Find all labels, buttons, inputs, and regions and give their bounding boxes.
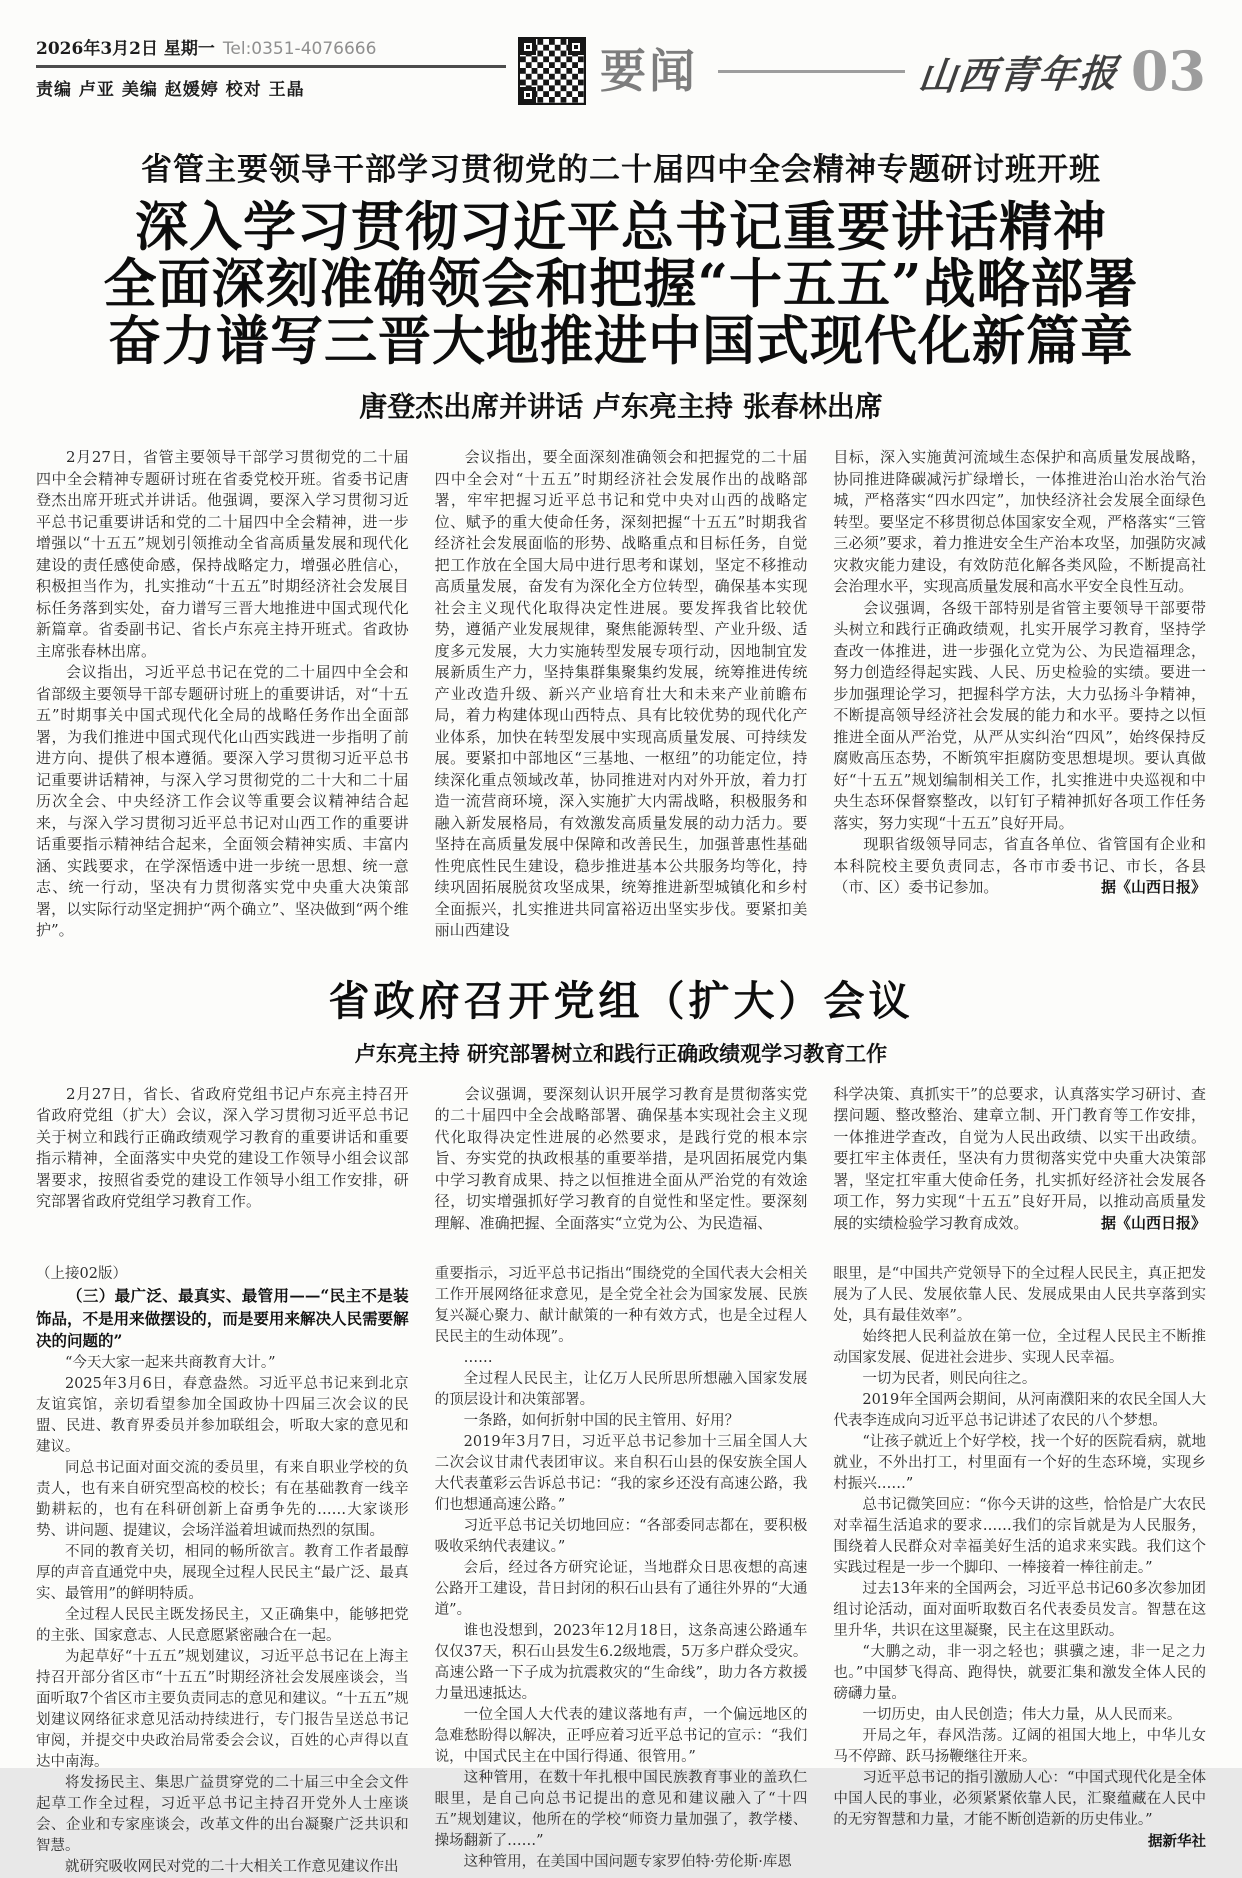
article-second-subtitle: 卢东亮主持 研究部署树立和践行正确政绩观学习教育工作 bbox=[354, 1040, 888, 1066]
paragraph: 会议强调，各级干部特别是省管主要领导干部要带头树立和践行正确政绩观，扎实开展学习教育，坚持学查改一体推进，进一步强化立党为公、为民造福理念，努力创造经得起实践、人民、历史检验的实绩。要进一步加强理论学习，把握科学方法，大力弘扬斗争精神，不断提高领导经济社会发展的能力和水平。要持之以恒推进全面从严治党，从严从实纠治“四风”，始终保持反腐败高压态势，不断筑牢拒腐防变思想堤坝。要认真做好“十五五”规划编制相关工作，扎实推进中央巡视和中央生态环保督察整改，以钉钉子精神抓好各项工作任务落实，努力实现“十五五”良好开局。 bbox=[833, 598, 1207, 832]
paragraph: 重要指示，习近平总书记指出“围绕党的全国代表大会相关工作开展网络征求意见，是全党全社会为国家发展、民族复兴凝心聚力、献计献策的一种有效方式，也是全过程人民民主的生动体现”。 bbox=[434, 1266, 808, 1345]
paragraph: 一切历史，由人民创造；伟大力量，从人民而来。 bbox=[862, 1707, 1182, 1723]
page-header bbox=[36, 34, 1206, 108]
article-main bbox=[36, 144, 1206, 942]
paragraph: 现职省级领导同志，省直各单位、省管国有企业和本科院校主要负责同志，各市市委书记、市长，各县（市、区）委书记参加。 据《山西日报》 bbox=[833, 834, 1206, 899]
paragraph: 目标，深入实施黄河流域生态保护和高质量发展战略，协同推进降碳减污扩绿增长，一体推进治山治水治气治城，严格落实“四水四定”，加快经济社会发展全面绿色转型。要坚定不移贯彻总体国家安全观，严格落实“三管三必须”要求，着力推进安全生产治本攻坚，加强防灾减灾救灾能力建设，有效防范化解各类风险，不断提高社会治理水平，实现高质量发展和高水平安全良性互动。 bbox=[833, 448, 1207, 595]
paragraph: 会议强调，要深刻认识开展学习教育是贯彻落实党的二十届四中全会战略部署、确保基本实现社会主义现代化取得决定性进展的必然要求，是践行党的根本宗旨、夯实党的执政根基的重要举措，是巩固拓展党内集中学习教育成果、持之以恒推进全面从严治党的有效途径，切实增强抓好学习教育的自觉性和坚定性。要深刻理解、准确把握、全面落实“立党为公、为民造福、 bbox=[434, 1084, 808, 1232]
article-kicker: 省管主要领导干部学习贯彻党的二十届四中全会精神专题研讨班开班 bbox=[141, 152, 1101, 188]
paragraph: 眼里，是“中国共产党领导下的全过程人民民主，真正把发展为了人民、发展依靠人民、发展成果由人民共享落到实处，具有最佳效率”。 bbox=[833, 1266, 1207, 1324]
paragraph: “大鹏之动，非一羽之轻也；骐骥之速，非一足之力也。”中国梦飞得高、跑得快，就要汇集和激发全体人民的磅礴力量。 bbox=[833, 1644, 1207, 1702]
paragraph: 2025年3月6日，春意盎然。习近平总书记来到北京友谊宾馆，亲切看望参加全国政协十四届三次会议的民盟、民进、教育界委员并参加联组会，听取大家的意见和建议。 bbox=[36, 1375, 409, 1455]
date-row bbox=[36, 34, 506, 59]
paragraph: 据新华社 bbox=[1148, 1833, 1207, 1850]
paragraph: 科学决策、真抓实干”的总要求，认真落实学习研讨、查摆问题、整改整治、建章立制、开门教育等工作安排，一体推进学查改，自觉为人民出政绩、以实干出政绩。要扛牢主体责任，坚决有力贯彻落实党中央重大决策部署，坚定扛牢重大使命任务，扎实抓好经济社会发展各项工作，努力实现“十五五”良好开局，以推动高质量发展的实绩检验学习教育成效。 据《山西日报》 bbox=[833, 1084, 1206, 1235]
paragraph: 2019年3月7日，习近平总书记参加十三届全国人大二次会议甘肃代表团审议。来自积石山县的保安族全国人大代表董彩云告诉总书记：“我的家乡还没有高速公路，我们也想通高速公路。” bbox=[434, 1434, 808, 1513]
paragraph: 习近平总书记的指引激励人心：“中国式现代化是全体中国人民的事业，必须紧紧依靠人民，汇聚蕴藏在人民中的无穷智慧和力量，才能不断创造新的历史伟业。” bbox=[833, 1770, 1207, 1828]
headline-line-3: 奋力谱写三晋大地推进中国式现代化新篇章 bbox=[108, 310, 1134, 372]
main-headline bbox=[36, 196, 1206, 372]
section-title: 要闻 bbox=[600, 44, 698, 98]
paragraph: 总书记微笑回应：“你今天讲的这些，恰恰是广大农民对幸福生活追求的要求……我们的宗旨就是为人民服务，围绕着人民群众对幸福美好生活的追求来实践。我们这个实践过程是一步一个脚印、一棒接着一棒往前走。” bbox=[833, 1497, 1207, 1576]
article-second bbox=[36, 968, 1206, 1235]
article-continued-column-2 bbox=[435, 1264, 808, 1878]
paragraph: “今天大家一起来共商教育大计。” bbox=[65, 1354, 276, 1371]
phone-number: Tel:0351-4076666 bbox=[222, 39, 377, 59]
paragraph: 一条路，如何折射中国的民主管用、好用？ bbox=[463, 1413, 740, 1429]
editors-line: 责编 卢亚 美编 赵媛婷 校对 王晶 bbox=[36, 80, 305, 100]
paragraph: 2019年全国两会期间，从河南濮阳来的农民全国人大代表李连成向习近平总书记讲述了农民的八个梦想。 bbox=[833, 1392, 1207, 1429]
article-second-title: 省政府召开党组（扩大）会议 bbox=[328, 976, 914, 1025]
paragraph: 将发扬民主、集思广益贯穿党的二十届三中全会文件起草工作全过程，习近平总书记主持召开党外人士座谈会、企业和专家座谈会，改革文件的出台凝聚广泛共识和智慧。 bbox=[36, 1774, 409, 1854]
paragraph: 这种管用，在数十年扎根中国民族教育事业的盖玖仁眼里，是自己向总书记提出的意见和建议融入了“十四五”规划建议，他所在的学校“师资力量加强了，教学楼、操场翻新了……” bbox=[434, 1770, 808, 1849]
article-continued bbox=[36, 1264, 1206, 1878]
paragraph: 2月27日，省长、省政府党组书记卢东亮主持召开省政府党组（扩大）会议，深入学习贯彻习近平总书记关于树立和践行正确政绩观学习教育的重要讲话和重要指示精神，全面落实中央党的建设工作领导小组会议部署要求，按照省委党的建设工作领导小组工作安排，研究部署省政府党组学习教育工作。 bbox=[36, 1084, 409, 1210]
paragraph: 谁也没想到，2023年12月18日，这条高速公路通车仅仅37天，积石山县发生6.2级地震，5万多户群众受灾。高速公路一下子成为抗震救灾的“生命线”，助力各方救援力量迅速抵达。 bbox=[434, 1623, 808, 1702]
headline-line-2: 全面深刻准确领会和把握“十五五”战略部署 bbox=[103, 253, 1139, 315]
article-continued-column-1 bbox=[36, 1264, 409, 1878]
paragraph: 会议指出，习近平总书记在党的二十届四中全会和省部级主要领导干部专题研讨班上的重要讲话，对“十五五”时期事关中国式现代化全局的战略任务作出全面部署，为我们推进中国式现代化山西实践进一步指明了前进方向、提供了根本遵循。要深入学习贯彻习近平总书记重要讲话精神，与深入学习贯彻党的二十大和二十届历次全会、中央经济工作会议等重要会议精神结合起来，与深入学习贯彻习近平总书记对山西工作的重要讲话重要指示精神结合起来，全面领会精神实质、丰富内涵、实践要求，在学深悟透中进一步统一思想、统一意志、统一行动，坚决有力贯彻落实党中央重大决策部署，以实际行动坚定拥护“两个确立”、坚决做到“两个维护”。 bbox=[36, 663, 409, 939]
article-main-body bbox=[36, 447, 1206, 942]
paragraph: 不同的教育关切，相同的畅所欲言。教育工作者最醇厚的声音直通党中央，展现全过程人民民主“最广泛、最真实、最管用”的鲜明特质。 bbox=[36, 1543, 409, 1602]
header-divider bbox=[36, 65, 506, 68]
article-continued-body bbox=[36, 1264, 1206, 1878]
article-main-column-1 bbox=[36, 447, 409, 942]
article-main-column-3 bbox=[833, 447, 1206, 942]
paragraph: 始终把人民利益放在第一位，全过程人民民主不断推动国家发展、促进社会进步、实现人民幸福。 bbox=[833, 1329, 1207, 1366]
paragraph: 这种管用，在美国中国问题专家罗伯特·劳伦斯·库恩 bbox=[463, 1854, 792, 1870]
paragraph: 全过程人民民主既发扬民主，又正确集中，能够把党的主张、国家意志、人民意愿紧密融合在一起。 bbox=[36, 1606, 409, 1644]
page-number: 03 bbox=[1130, 39, 1206, 103]
paragraph: 过去13年来的全国两会，习近平总书记60多次参加团组讨论活动，面对面听取数百名代表委员发言。智慧在这里升华，共识在这里凝聚，民主在这里跃动。 bbox=[833, 1581, 1207, 1639]
header-rule bbox=[718, 70, 905, 73]
paragraph: “让孩子就近上个好学校，找一个好的医院看病，就地就业，不外出打工，村里面有一个好的生态环境，实现乡村振兴……” bbox=[833, 1434, 1207, 1492]
paragraph: 会后，经过各方研究论证，当地群众日思夜想的高速公路开工建设，昔日封闭的积石山县有了通往外界的“大通道”。 bbox=[434, 1560, 808, 1618]
source-byline: 据《山西日报》 bbox=[1101, 878, 1207, 896]
paragraph: …… bbox=[463, 1350, 493, 1366]
paragraph: 为起草好“十五五”规划建议，习近平总书记在上海主持召开部分省区市“十五五”时期经济社会发展座谈会，当面听取7个省区市主要负责同志的意见和建议。“十五五”规划建议网络征求意见活动持续进行，专门报告呈送总书记审阅，并提交中央政治局常委会会议，百姓的心声得以直达中南海。 bbox=[36, 1648, 409, 1770]
article-continued-column-3 bbox=[833, 1264, 1206, 1878]
attendees-subtitle: 唐登杰出席并讲话 卢东亮主持 张春林出席 bbox=[359, 390, 883, 423]
header-right bbox=[520, 34, 1206, 108]
paragraph: 全过程人民民主，让亿万人民所思所想融入国家发展的顶层设计和决策部署。 bbox=[434, 1371, 808, 1408]
paragraph: （三）最广泛、最真实、最管用——“民主不是装饰品，不是用来做摆设的，而是要用来解决人民需要解决的问题的” bbox=[36, 1286, 409, 1350]
issue-date: 2026年3月2日 星期一 bbox=[36, 39, 215, 59]
qr-code-icon bbox=[520, 39, 584, 103]
paragraph: 就研究吸收网民对党的二十大相关工作意见建议作出 bbox=[65, 1858, 399, 1875]
paragraph: 一切为民者，则民向往之。 bbox=[862, 1371, 1037, 1387]
header-left bbox=[36, 34, 506, 100]
paragraph: 习近平总书记关切地回应：“各部委同志都在，要积极吸收采纳代表建议。” bbox=[434, 1518, 808, 1555]
headline-line-1: 深入学习贯彻习近平总书记重要讲话精神 bbox=[135, 196, 1107, 258]
article-second-column-3 bbox=[833, 1084, 1206, 1235]
paragraph: 2月27日，省管主要领导干部学习贯彻党的二十届四中全会精神专题研讨班在省委党校开班。省委书记唐登杰出席开班式并讲话。他强调，要深入学习贯彻习近平总书记重要讲话和党的二十届四中全会精神，进一步增强以“十五五”规划引领推动全省高质量发展和现代化建设的责任感使命感，保持战略定力，增强必胜信心，积极担当作为，扎实推动“十五五”时期经济社会发展目标任务落到实处，奋力谱写三晋大地推进中国式现代化新篇章。省委副书记、省长卢东亮主持开班式。省政协主席张春林出席。 bbox=[36, 448, 409, 660]
paragraph: 会议指出，要全面深刻准确领会和把握党的二十届四中全会对“十五五”时期经济社会发展作出的战略部署，牢牢把握习近平总书记和党中央对山西的战略定位、赋予的重大使命任务，深刻把握“十五五”时期我省经济社会发展面临的形势、战略重点和目标任务，自觉把工作放在全国大局中进行思考和谋划，坚定不移推动高质量发展，奋发有为深化全方位转型，确保基本实现社会主义现代化取得决定性进展。要发挥我省比较优势，遵循产业发展规律，聚焦能源转型、产业升级、适度多元发展，大力实施转型发展专项行动，因地制宜发展新质生产力，坚持集群集聚集约发展，统筹推进传统产业改造升级、新兴产业培育壮大和未来产业前瞻布局，着力构建体现山西特点、具有比较优势的现代化产业体系，加快在转型发展中实现高质量发展、可持续发展。要紧扣中部地区“三基地、一枢纽”的功能定位，持续深化重点领域改革，协同推进对内对外开放，着力打造一流营商环境，深入实施扩大内需战略，积极服务和融入新发展格局，有效激发高质量发展的动力活力。要坚持在高质量发展中保障和改善民生，加强普惠性基础性兜底性民生建设，稳步推进基本公共服务均等化，持续巩固拓展脱贫攻坚成果，统筹推进新型城镇化和乡村全面振兴，扎实推进共同富裕迈出坚实步伐。要紧扣美丽山西建设 bbox=[434, 448, 808, 939]
paragraph: （上接02版） bbox=[36, 1266, 127, 1282]
article-second-body bbox=[36, 1084, 1206, 1235]
article-second-column-2 bbox=[435, 1084, 808, 1235]
paragraph: 一位全国人大代表的建议落地有声，一个偏远地区的急难愁盼得以解决，正呼应着习近平总书记的宣示：“我们说，中国式民主在中国行得通、很管用。” bbox=[434, 1707, 808, 1765]
masthead-logo: 山西青年报 bbox=[915, 49, 1122, 99]
article-main-column-2 bbox=[435, 447, 808, 942]
article-second-column-1 bbox=[36, 1084, 409, 1235]
paragraph: 开局之年，春风浩荡。辽阔的祖国大地上，中华儿女马不停蹄、跃马扬鞭继往开来。 bbox=[833, 1728, 1207, 1765]
source-byline: 据《山西日报》 bbox=[1101, 1213, 1207, 1232]
paragraph: 同总书记面对面交流的委员里，有来自职业学校的负责人，也有来自研究型高校的校长；有在基础教育一线辛勤耕耘的，也有在科研创新上奋勇争先的……大家谈形势、讲问题、提建议，会场洋溢着坦诚而热烈的氛围。 bbox=[36, 1459, 409, 1539]
